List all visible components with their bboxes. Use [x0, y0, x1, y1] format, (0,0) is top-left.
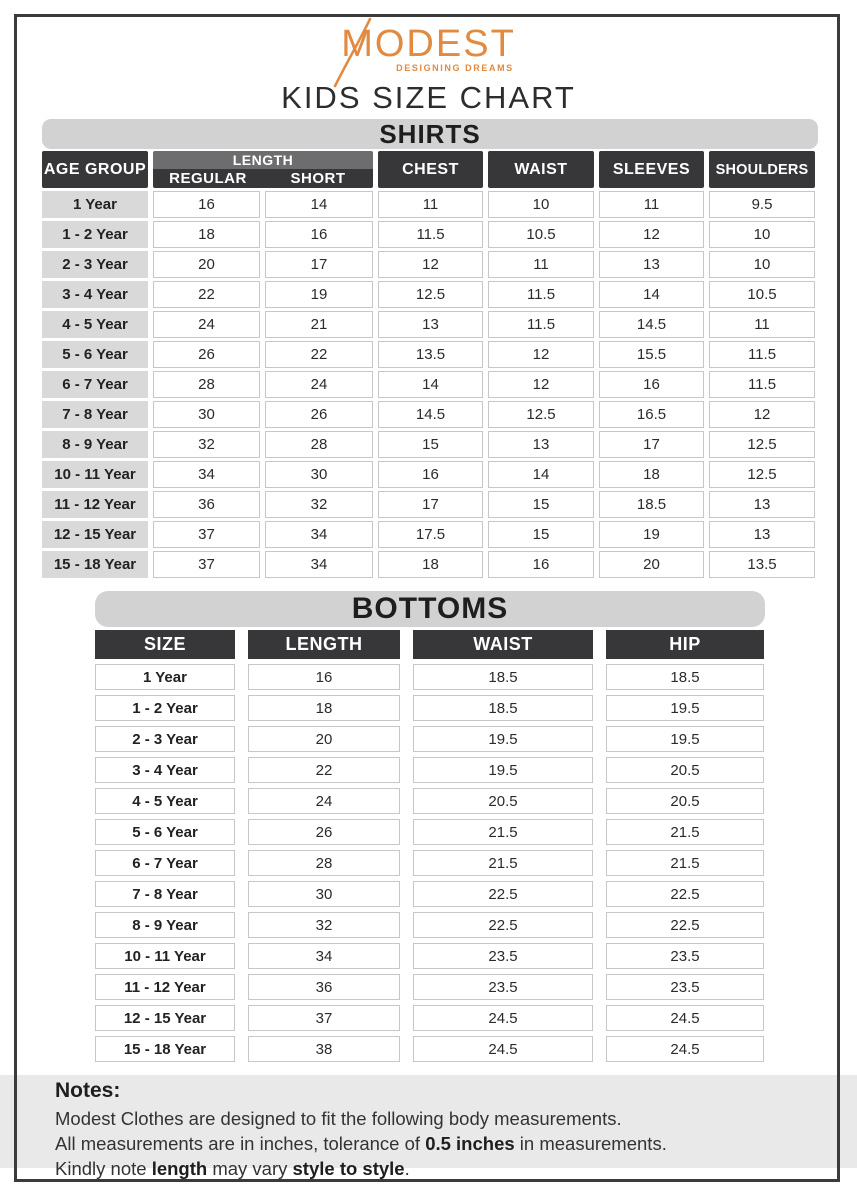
notes-lines [55, 1106, 667, 1181]
shirts-value-cell: 12 [709, 401, 815, 428]
bottoms-value-cell: 20.5 [606, 788, 764, 814]
bottoms-value-cell: 36 [248, 974, 400, 1000]
bottoms-value-cell: 24.5 [606, 1036, 764, 1062]
shirts-value-cell: 32 [265, 491, 373, 518]
bottoms-value-cell: 22.5 [606, 881, 764, 907]
bottoms-value-cell: 34 [248, 943, 400, 969]
brand-tagline: DESIGNING DREAMS [396, 63, 514, 73]
shirts-header-sleeves: SLEEVES [599, 151, 704, 188]
page-title: KIDS SIZE CHART [281, 80, 576, 115]
shirts-value-cell: 13 [599, 251, 704, 278]
bottoms-value-cell: 22.5 [413, 912, 593, 938]
bottoms-value-cell: 21.5 [413, 819, 593, 845]
shirts-value-cell: 10.5 [709, 281, 815, 308]
shirts-value-cell: 28 [153, 371, 260, 398]
bottoms-value-cell: 18.5 [413, 695, 593, 721]
shirts-value-cell: 10 [709, 251, 815, 278]
shirts-value-cell: 36 [153, 491, 260, 518]
bottoms-value-cell: 22.5 [413, 881, 593, 907]
shirts-value-cell: 18 [153, 221, 260, 248]
shirts-value-cell: 10 [488, 191, 594, 218]
shirts-value-cell: 10.5 [488, 221, 594, 248]
shirts-value-cell: 12 [488, 371, 594, 398]
shirts-value-cell: 17 [599, 431, 704, 458]
bottoms-value-cell: 32 [248, 912, 400, 938]
shirts-age-cell: 10 - 11 Year [42, 461, 148, 488]
shirts-value-cell: 17 [265, 251, 373, 278]
shirts-value-cell: 16 [378, 461, 483, 488]
brand-name: MODEST [341, 23, 516, 65]
shirts-age-cell: 7 - 8 Year [42, 401, 148, 428]
shirts-value-cell: 37 [153, 521, 260, 548]
bottoms-section-title: BOTTOMS [95, 591, 765, 627]
bottoms-value-cell: 24.5 [413, 1005, 593, 1031]
bottoms-size-cell: 7 - 8 Year [95, 881, 235, 907]
logo-swoosh-icon [334, 18, 376, 88]
bottoms-size-cell: 6 - 7 Year [95, 850, 235, 876]
shirts-value-cell: 28 [265, 431, 373, 458]
shirts-age-cell: 2 - 3 Year [42, 251, 148, 278]
shirts-value-cell: 24 [153, 311, 260, 338]
shirts-value-cell: 10 [709, 221, 815, 248]
bottoms-value-cell: 16 [248, 664, 400, 690]
bottoms-value-cell: 23.5 [606, 943, 764, 969]
shirts-value-cell: 11 [599, 191, 704, 218]
shirts-value-cell: 32 [153, 431, 260, 458]
shirts-value-cell: 14 [488, 461, 594, 488]
shirts-header-length: LENGTH [153, 151, 373, 169]
shirts-value-cell: 19 [599, 521, 704, 548]
bottoms-value-cell: 28 [248, 850, 400, 876]
shirts-value-cell: 13 [488, 431, 594, 458]
shirts-header-age-group: AGE GROUP [42, 151, 148, 188]
shirts-value-cell: 12.5 [709, 431, 815, 458]
bottoms-value-cell: 19.5 [606, 695, 764, 721]
shirts-age-cell: 1 - 2 Year [42, 221, 148, 248]
bottoms-size-cell: 11 - 12 Year [95, 974, 235, 1000]
bottoms-value-cell: 20.5 [606, 757, 764, 783]
shirts-value-cell: 20 [599, 551, 704, 578]
bottoms-value-cell: 21.5 [413, 850, 593, 876]
bottoms-header-length: LENGTH [248, 630, 400, 659]
shirts-value-cell: 14.5 [599, 311, 704, 338]
shirts-value-cell: 9.5 [709, 191, 815, 218]
bottoms-table-header [95, 630, 765, 659]
bottoms-value-cell: 20.5 [413, 788, 593, 814]
shirts-value-cell: 11.5 [488, 281, 594, 308]
shirts-age-cell: 12 - 15 Year [42, 521, 148, 548]
shirts-value-cell: 16 [488, 551, 594, 578]
shirts-value-cell: 15 [488, 521, 594, 548]
shirts-age-cell: 1 Year [42, 191, 148, 218]
bottoms-size-cell: 1 Year [95, 664, 235, 690]
shirts-value-cell: 30 [153, 401, 260, 428]
bottoms-value-cell: 30 [248, 881, 400, 907]
bottoms-value-cell: 23.5 [413, 943, 593, 969]
shirts-value-cell: 13.5 [378, 341, 483, 368]
shirts-header-shoulders: SHOULDERS [709, 151, 815, 188]
shirts-value-cell: 17 [378, 491, 483, 518]
shirts-value-cell: 21 [265, 311, 373, 338]
shirts-value-cell: 11 [709, 311, 815, 338]
shirts-value-cell: 13.5 [709, 551, 815, 578]
shirts-age-cell: 6 - 7 Year [42, 371, 148, 398]
bottoms-value-cell: 18 [248, 695, 400, 721]
shirts-age-cell: 11 - 12 Year [42, 491, 148, 518]
shirts-value-cell: 18.5 [599, 491, 704, 518]
shirts-value-cell: 16 [599, 371, 704, 398]
bottoms-size-cell: 4 - 5 Year [95, 788, 235, 814]
bottoms-value-cell: 26 [248, 819, 400, 845]
bottoms-value-cell: 24.5 [606, 1005, 764, 1031]
bottoms-size-cell: 5 - 6 Year [95, 819, 235, 845]
shirts-value-cell: 11.5 [488, 311, 594, 338]
shirts-value-cell: 17.5 [378, 521, 483, 548]
shirts-value-cell: 22 [265, 341, 373, 368]
shirts-value-cell: 13 [709, 491, 815, 518]
bottoms-value-cell: 21.5 [606, 819, 764, 845]
shirts-value-cell: 37 [153, 551, 260, 578]
bottoms-value-cell: 22 [248, 757, 400, 783]
shirts-value-cell: 11 [378, 191, 483, 218]
bottoms-value-cell: 19.5 [606, 726, 764, 752]
shirts-value-cell: 14 [599, 281, 704, 308]
shirts-value-cell: 11.5 [378, 221, 483, 248]
shirts-age-cell: 4 - 5 Year [42, 311, 148, 338]
shirts-value-cell: 12 [488, 341, 594, 368]
shirts-header-regular: REGULAR [169, 170, 247, 187]
shirts-header-chest: CHEST [378, 151, 483, 188]
shirts-value-cell: 13 [378, 311, 483, 338]
shirts-value-cell: 11.5 [709, 341, 815, 368]
bottoms-value-cell: 24.5 [413, 1036, 593, 1062]
bottoms-size-cell: 15 - 18 Year [95, 1036, 235, 1062]
shirts-value-cell: 24 [265, 371, 373, 398]
shirts-value-cell: 11.5 [709, 371, 815, 398]
shirts-value-cell: 18 [378, 551, 483, 578]
shirts-value-cell: 22 [153, 281, 260, 308]
shirts-value-cell: 20 [153, 251, 260, 278]
shirts-value-cell: 12.5 [709, 461, 815, 488]
bottoms-value-cell: 22.5 [606, 912, 764, 938]
bottoms-size-cell: 12 - 15 Year [95, 1005, 235, 1031]
shirts-value-cell: 12.5 [378, 281, 483, 308]
note-line: Kindly note length may vary style to style. [55, 1158, 410, 1179]
shirts-value-cell: 15.5 [599, 341, 704, 368]
bottoms-value-cell: 24 [248, 788, 400, 814]
shirts-value-cell: 12.5 [488, 401, 594, 428]
bottoms-value-cell: 23.5 [413, 974, 593, 1000]
shirts-value-cell: 12 [378, 251, 483, 278]
bottoms-value-cell: 19.5 [413, 757, 593, 783]
shirts-age-cell: 5 - 6 Year [42, 341, 148, 368]
bottoms-value-cell: 37 [248, 1005, 400, 1031]
bottoms-value-cell: 23.5 [606, 974, 764, 1000]
shirts-value-cell: 19 [265, 281, 373, 308]
bottoms-size-cell: 10 - 11 Year [95, 943, 235, 969]
bottoms-value-cell: 18.5 [606, 664, 764, 690]
shirts-age-cell: 3 - 4 Year [42, 281, 148, 308]
shirts-header-length-sub [153, 169, 373, 188]
bottoms-header-hip: HIP [606, 630, 764, 659]
shirts-header-length-group [153, 151, 373, 188]
shirts-value-cell: 13 [709, 521, 815, 548]
shirts-value-cell: 34 [265, 521, 373, 548]
bottoms-value-cell: 38 [248, 1036, 400, 1062]
shirts-table-header [42, 151, 818, 188]
bottoms-value-cell: 18.5 [413, 664, 593, 690]
shirts-value-cell: 12 [599, 221, 704, 248]
shirts-value-cell: 16 [265, 221, 373, 248]
shirts-table-body [42, 191, 818, 578]
bottoms-size-cell: 1 - 2 Year [95, 695, 235, 721]
shirts-value-cell: 34 [265, 551, 373, 578]
brand-logo [0, 24, 857, 76]
shirts-age-cell: 15 - 18 Year [42, 551, 148, 578]
shirts-value-cell: 14 [265, 191, 373, 218]
shirts-value-cell: 14 [378, 371, 483, 398]
bottoms-header-waist: WAIST [413, 630, 593, 659]
shirts-value-cell: 26 [265, 401, 373, 428]
shirts-value-cell: 16.5 [599, 401, 704, 428]
shirts-value-cell: 30 [265, 461, 373, 488]
notes-title: Notes: [55, 1079, 121, 1102]
bottoms-value-cell: 21.5 [606, 850, 764, 876]
notes-content [55, 1079, 667, 1181]
shirts-section-title: SHIRTS [42, 119, 818, 149]
bottoms-size-cell: 3 - 4 Year [95, 757, 235, 783]
note-line: All measurements are in inches, tolerance of 0.5 inches in measurements. [55, 1133, 667, 1154]
bottoms-value-cell: 20 [248, 726, 400, 752]
shirts-value-cell: 11 [488, 251, 594, 278]
note-line: Modest Clothes are designed to fit the following body measurements. [55, 1108, 622, 1129]
shirts-value-cell: 15 [488, 491, 594, 518]
shirts-value-cell: 16 [153, 191, 260, 218]
shirts-age-cell: 8 - 9 Year [42, 431, 148, 458]
bottoms-size-cell: 2 - 3 Year [95, 726, 235, 752]
shirts-header-short: SHORT [290, 170, 346, 187]
shirts-value-cell: 14.5 [378, 401, 483, 428]
bottoms-header-size: SIZE [95, 630, 235, 659]
shirts-value-cell: 26 [153, 341, 260, 368]
shirts-value-cell: 18 [599, 461, 704, 488]
shirts-header-waist: WAIST [488, 151, 594, 188]
shirts-value-cell: 34 [153, 461, 260, 488]
bottoms-value-cell: 19.5 [413, 726, 593, 752]
bottoms-size-cell: 8 - 9 Year [95, 912, 235, 938]
shirts-value-cell: 15 [378, 431, 483, 458]
bottoms-table-body [95, 664, 765, 1062]
